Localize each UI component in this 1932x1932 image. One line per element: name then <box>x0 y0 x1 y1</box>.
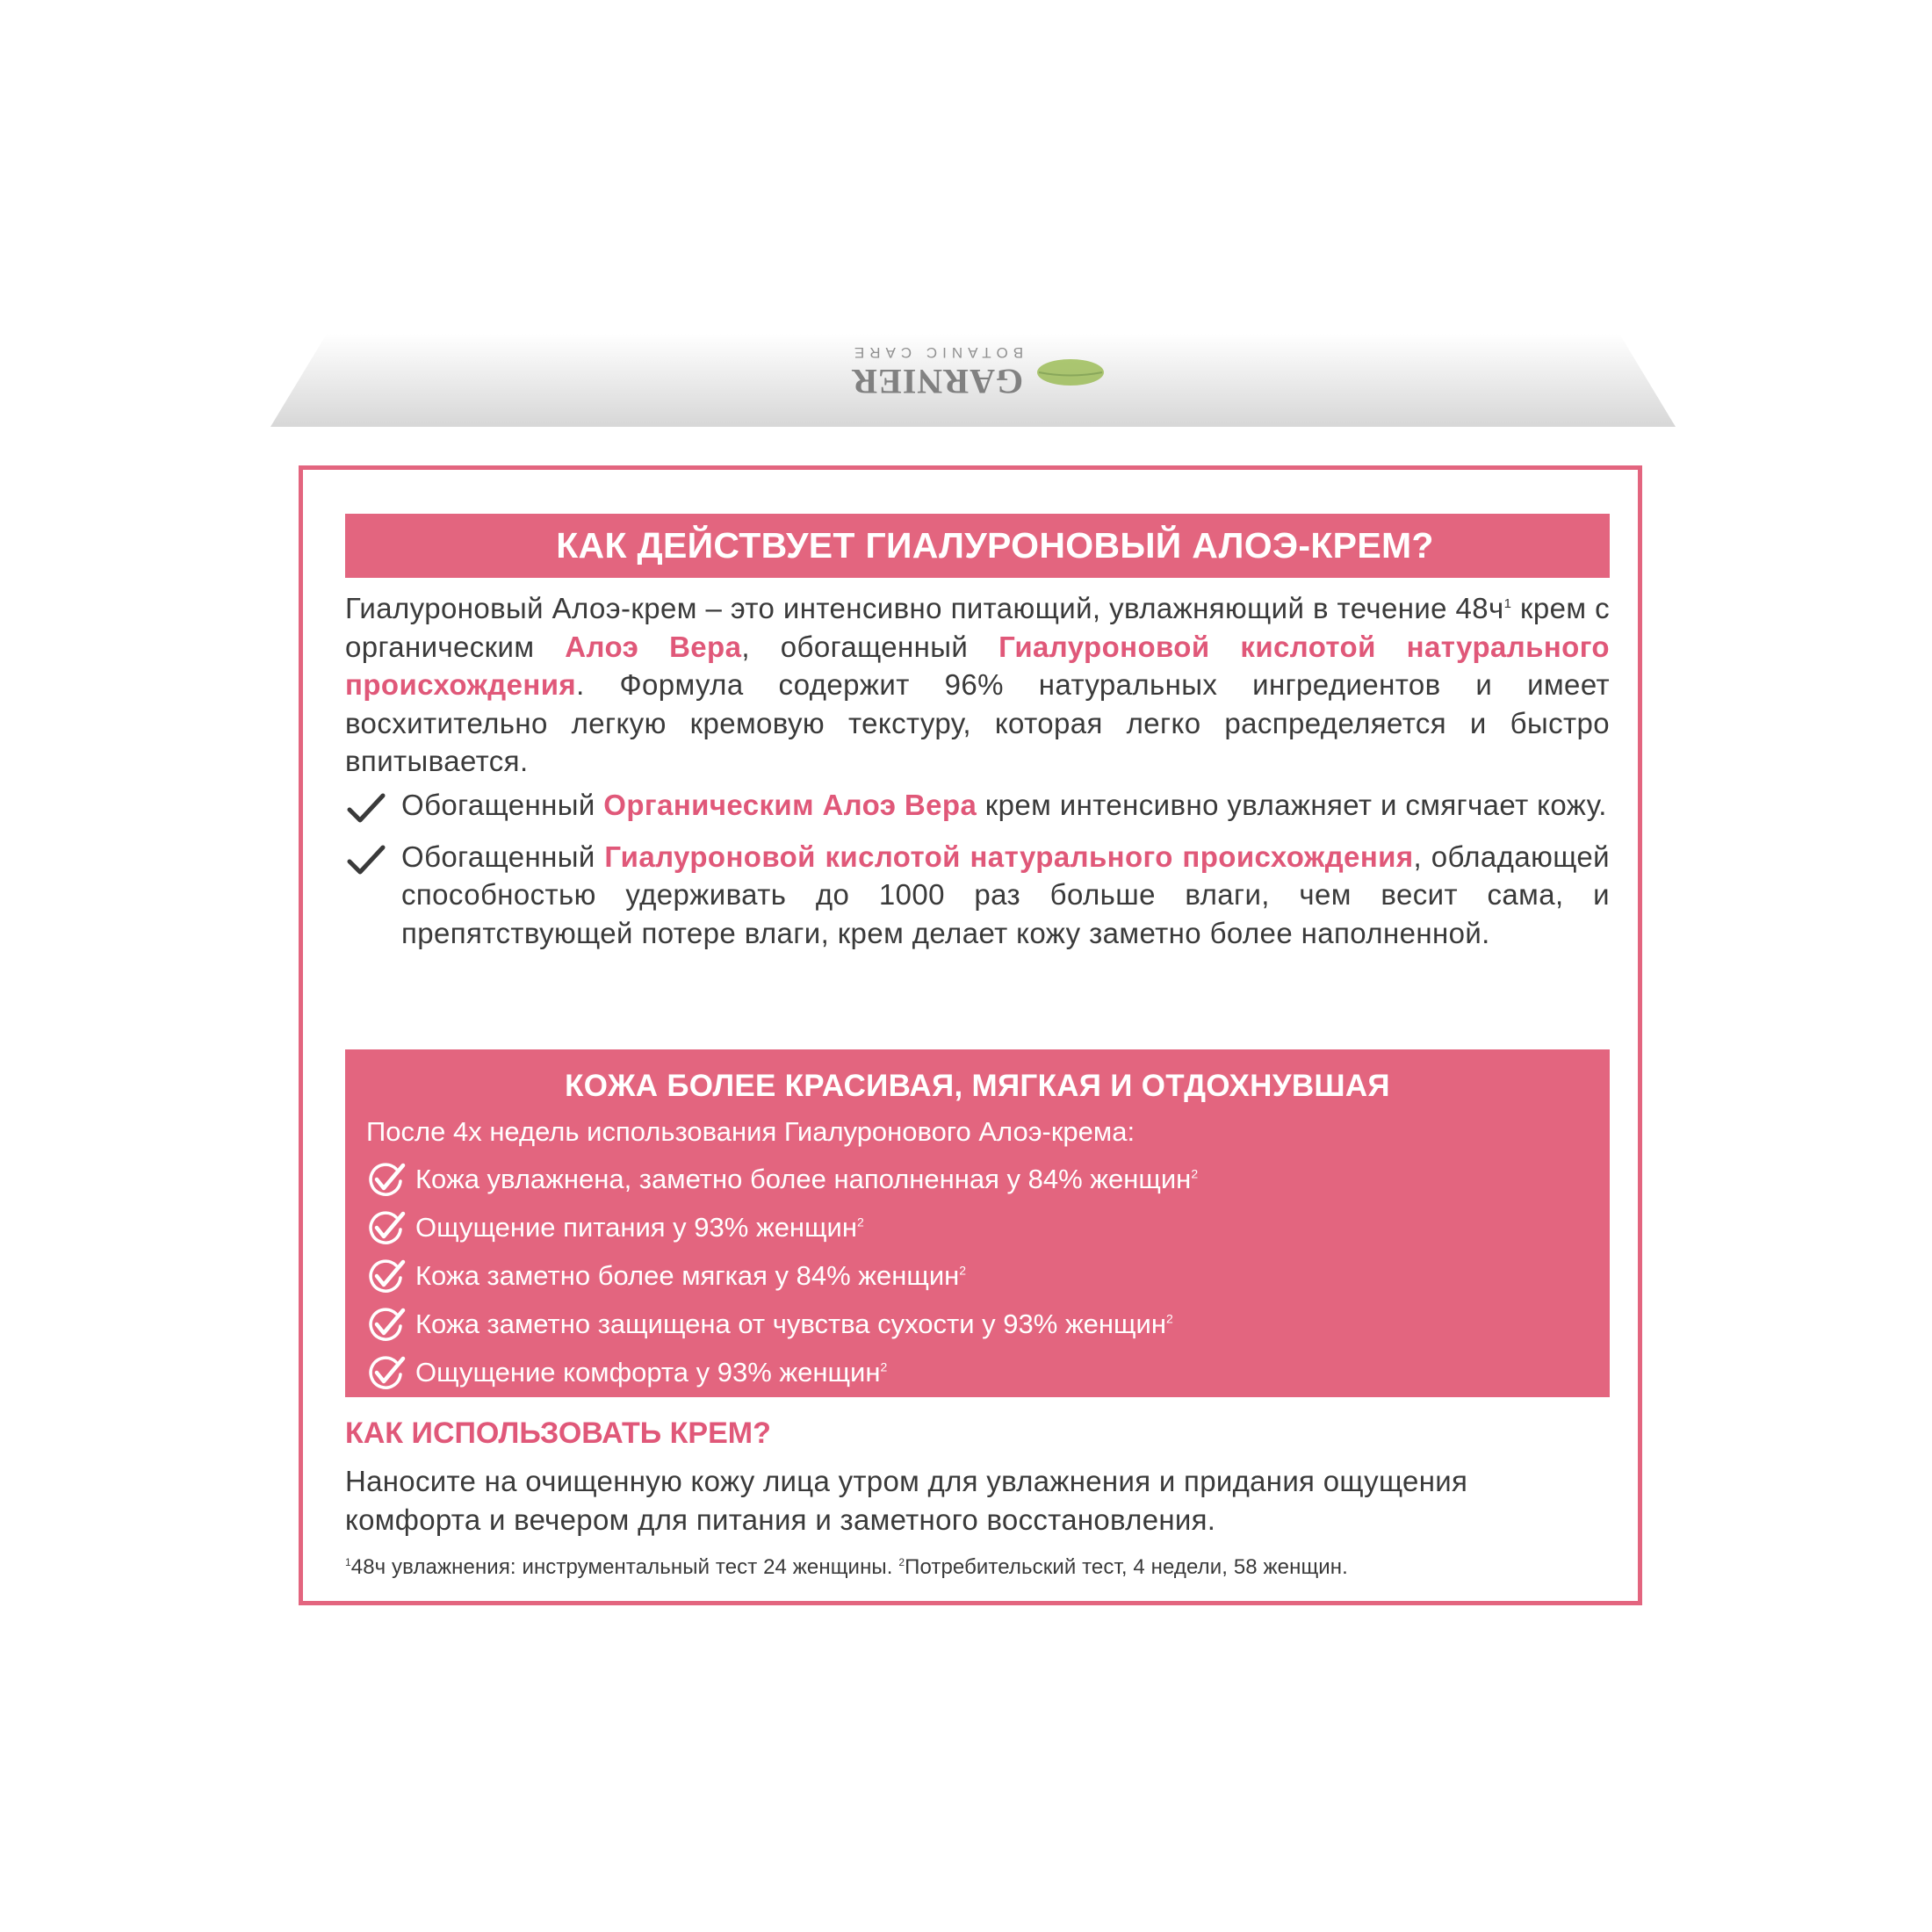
panel-title: КАК ДЕЙСТВУЕТ ГИАЛУРОНОВЫЙ АЛОЭ-КРЕМ? <box>345 514 1610 578</box>
footnote-marker: 2 <box>857 1215 864 1229</box>
footnote-marker: 1 <box>1503 596 1512 611</box>
result-item <box>366 1352 1589 1400</box>
benefit-text-pre: Обогащенный <box>401 789 604 821</box>
intro-highlight-aloe: Алоэ Вера <box>565 630 742 663</box>
result-item <box>366 1158 1589 1207</box>
results-list <box>366 1158 1589 1400</box>
intro-text-1: Гиалуроновый Алоэ-крем – это интенсивно питающий, увлажняющий в течение 48ч <box>345 592 1504 624</box>
benefit-text-post: крем интенсивно увлажняет и смягчает кожу. <box>977 789 1607 821</box>
result-text: Кожа увлажнена, заметно более наполненная у 84% женщин <box>415 1164 1192 1194</box>
leaf-icon <box>1035 357 1106 387</box>
intro-text-2: крем с органическим <box>345 592 1611 663</box>
benefit-item <box>345 786 1610 825</box>
circle-check-icon <box>366 1162 407 1199</box>
footnote-marker: 2 <box>880 1359 888 1374</box>
circle-check-icon <box>366 1210 407 1247</box>
checkmark-icon <box>347 793 386 825</box>
benefit-list <box>345 786 1610 952</box>
footnote <box>345 1555 1610 1580</box>
intro-highlight-hyaluronic: Гиалуроновой кислотой натурального происхождения <box>345 630 1610 701</box>
intro-paragraph <box>345 589 1610 781</box>
results-title: КОЖА БОЛЕЕ КРАСИВАЯ, МЯГКАЯ И ОТДОХНУВШАЯ <box>565 1069 1390 1103</box>
result-text: Ощущение комфорта у 93% женщин <box>415 1357 881 1388</box>
results-box <box>345 1049 1610 1397</box>
footnote-marker: 2 <box>959 1263 967 1278</box>
circle-check-icon <box>366 1307 407 1344</box>
footnote-marker: 2 <box>1165 1311 1173 1326</box>
circle-check-icon <box>366 1258 407 1295</box>
result-item <box>366 1255 1589 1303</box>
result-text: Кожа заметно более мягкая у 84% женщин <box>415 1260 960 1291</box>
intro-text-4: . Формула содержит 96% натуральных ингредиентов и имеет восхитительно легкую кремовую текстуру, которая легко распределяется и быстро впитывается. <box>345 668 1610 777</box>
result-item <box>366 1303 1589 1352</box>
circle-check-icon <box>366 1355 407 1392</box>
benefit-text-post: , обладающей способностью удерживать до 1000 раз больше влаги, чем весит сама, и препятствующей потере влаги, крем делает кожу заметно более наполненной. <box>401 840 1611 949</box>
brand-logo <box>666 344 1289 400</box>
info-panel <box>299 465 1642 1605</box>
footnote-marker: 2 <box>898 1556 905 1568</box>
footnote-text-1: 48ч увлажнения: инструментальный тест 24 женщины. <box>350 1555 899 1579</box>
benefit-text-pre: Обогащенный <box>401 840 605 873</box>
howto-text: Наносите на очищенную кожу лица утром для увлажнения и придания ощущения комфорта и вечером для питания и заметного восстановления. <box>345 1465 1468 1536</box>
result-text: Кожа заметно защищена от чувства сухости у 93% женщин <box>415 1308 1166 1339</box>
result-item <box>366 1207 1589 1255</box>
result-text: Ощущение питания у 93% женщин <box>415 1212 857 1243</box>
benefit-highlight: Гиалуроновой кислотой натурального происхождения <box>604 840 1414 873</box>
howto-title: КАК ИСПОЛЬЗОВАТЬ КРЕМ? <box>345 1417 771 1450</box>
intro-text-3: , обогащенный <box>741 630 999 663</box>
checkmark-icon <box>347 845 386 876</box>
footnote-marker: 2 <box>1191 1166 1199 1181</box>
benefit-highlight: Органическим Алоэ Вера <box>603 789 977 821</box>
brand-name: GARNIER <box>851 362 1024 402</box>
brand-subline: BOTANIC CARE <box>848 344 1024 362</box>
footnote-text-2: Потребительский тест, 4 недели, 58 женщин. <box>905 1555 1348 1579</box>
benefit-item <box>345 838 1610 953</box>
results-lead: После 4х недель использования Гиалуронового Алоэ-крема: <box>366 1116 1135 1147</box>
footnote-marker: 1 <box>345 1556 351 1568</box>
